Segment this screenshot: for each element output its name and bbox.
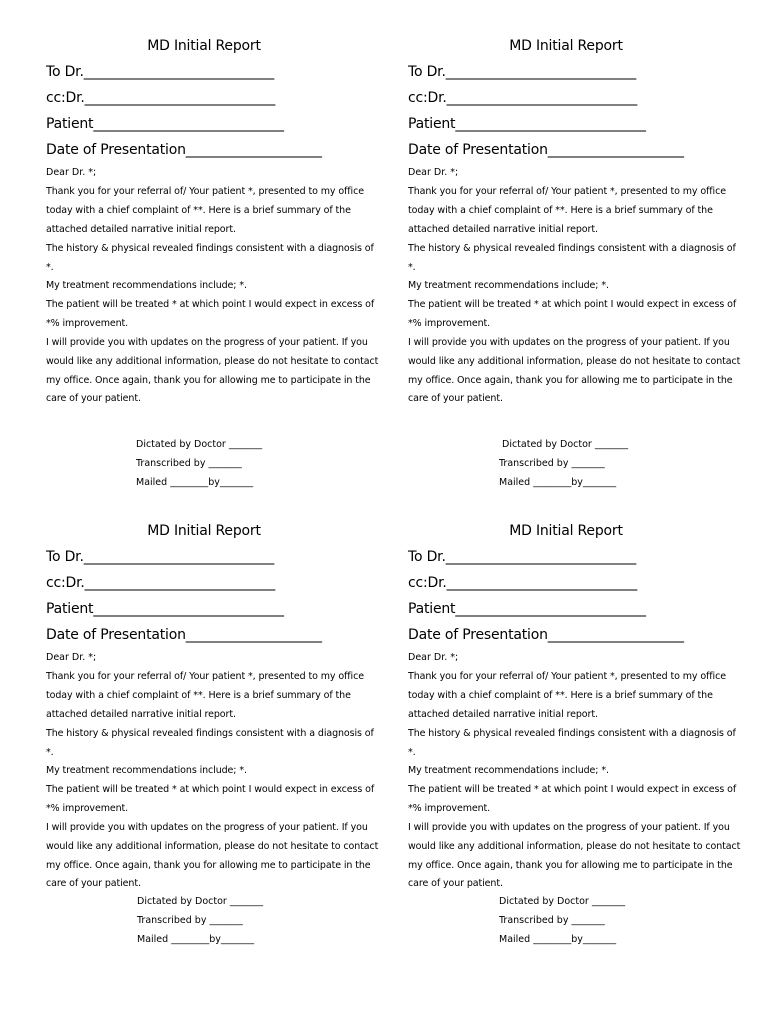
report-title: MD Initial Report xyxy=(147,38,261,54)
body-line: Thank you for your referral of/ Your patient *, presented to my office xyxy=(408,186,726,197)
body-line: today with a chief complaint of **. Here is a brief summary of the xyxy=(408,205,713,216)
body-line: my office. Once again, thank you for allowing me to participate in the xyxy=(408,860,733,871)
body-line: Thank you for your referral of/ Your patient *, presented to my office xyxy=(408,671,726,682)
body-line: would like any additional information, please do not hesitate to contact xyxy=(408,841,741,852)
transcribed-by-line: Transcribed by _______ xyxy=(136,458,242,469)
to-dr-field: To Dr.____________________________ xyxy=(408,64,637,80)
mailed-by-line: Mailed ________by_______ xyxy=(137,934,255,945)
mailed-by-line: Mailed ________by_______ xyxy=(499,477,617,488)
report-title: MD Initial Report xyxy=(509,38,623,54)
body-line: today with a chief complaint of **. Here is a brief summary of the xyxy=(46,690,351,701)
body-line: My treatment recommendations include; *. xyxy=(408,280,609,291)
body-line: today with a chief complaint of **. Here is a brief summary of the xyxy=(46,205,351,216)
body-line: my office. Once again, thank you for allowing me to participate in the xyxy=(46,860,371,871)
to-dr-field: To Dr.____________________________ xyxy=(46,549,275,565)
body-line: *. xyxy=(46,747,54,758)
body-line: today with a chief complaint of **. Here is a brief summary of the xyxy=(408,690,713,701)
dictated-by-line: Dictated by Doctor _______ xyxy=(499,896,626,907)
cc-dr-field: cc:Dr.____________________________ xyxy=(408,575,638,591)
date-field: Date of Presentation____________________ xyxy=(408,142,684,158)
body-line: *. xyxy=(408,262,416,273)
body-line: The history & physical revealed findings consistent with a diagnosis of xyxy=(46,243,374,254)
dictated-by-line: Dictated by Doctor _______ xyxy=(502,439,629,450)
report-title: MD Initial Report xyxy=(147,523,261,539)
body-line: my office. Once again, thank you for allowing me to participate in the xyxy=(408,375,733,386)
body-line: I will provide you with updates on the progress of your patient. If you xyxy=(46,337,368,348)
date-field: Date of Presentation____________________ xyxy=(46,627,322,643)
body-line: *% improvement. xyxy=(46,803,129,814)
transcribed-by-line: Transcribed by _______ xyxy=(137,915,243,926)
body-line: The patient will be treated * at which point I would expect in excess of xyxy=(46,299,375,310)
body-line: care of your patient. xyxy=(46,393,141,404)
patient-field: Patient____________________________ xyxy=(408,116,646,132)
body-line: care of your patient. xyxy=(408,393,503,404)
body-line: The history & physical revealed findings consistent with a diagnosis of xyxy=(408,243,736,254)
body-line: attached detailed narrative initial report. xyxy=(46,224,236,235)
body-line: My treatment recommendations include; *. xyxy=(46,280,247,291)
patient-field: Patient____________________________ xyxy=(46,601,284,617)
dictated-by-line: Dictated by Doctor _______ xyxy=(136,439,263,450)
cc-dr-field: cc:Dr.____________________________ xyxy=(408,90,638,106)
body-line: The patient will be treated * at which point I would expect in excess of xyxy=(408,784,737,795)
cc-dr-field: cc:Dr.____________________________ xyxy=(46,90,276,106)
body-line: I will provide you with updates on the progress of your patient. If you xyxy=(46,822,368,833)
mailed-by-line: Mailed ________by_______ xyxy=(136,477,254,488)
body-line: My treatment recommendations include; *. xyxy=(46,765,247,776)
salutation: Dear Dr. *; xyxy=(408,167,459,178)
body-line: attached detailed narrative initial report. xyxy=(46,709,236,720)
body-line: I will provide you with updates on the progress of your patient. If you xyxy=(408,337,730,348)
body-line: *% improvement. xyxy=(408,803,491,814)
transcribed-by-line: Transcribed by _______ xyxy=(499,458,605,469)
to-dr-field: To Dr.____________________________ xyxy=(408,549,637,565)
cc-dr-field: cc:Dr.____________________________ xyxy=(46,575,276,591)
transcribed-by-line: Transcribed by _______ xyxy=(499,915,605,926)
body-line: *% improvement. xyxy=(408,318,491,329)
body-line: would like any additional information, please do not hesitate to contact xyxy=(46,841,379,852)
body-line: my office. Once again, thank you for allowing me to participate in the xyxy=(46,375,371,386)
date-field: Date of Presentation____________________ xyxy=(408,627,684,643)
body-line: My treatment recommendations include; *. xyxy=(408,765,609,776)
salutation: Dear Dr. *; xyxy=(46,167,97,178)
body-line: care of your patient. xyxy=(408,878,503,889)
mailed-by-line: Mailed ________by_______ xyxy=(499,934,617,945)
body-line: *. xyxy=(46,262,54,273)
body-line: would like any additional information, please do not hesitate to contact xyxy=(408,356,741,367)
body-line: The patient will be treated * at which point I would expect in excess of xyxy=(408,299,737,310)
salutation: Dear Dr. *; xyxy=(408,652,459,663)
patient-field: Patient____________________________ xyxy=(408,601,646,617)
body-line: *. xyxy=(408,747,416,758)
date-field: Date of Presentation____________________ xyxy=(46,142,322,158)
to-dr-field: To Dr.____________________________ xyxy=(46,64,275,80)
body-line: Thank you for your referral of/ Your patient *, presented to my office xyxy=(46,671,364,682)
body-line: The history & physical revealed findings consistent with a diagnosis of xyxy=(46,728,374,739)
body-line: Thank you for your referral of/ Your patient *, presented to my office xyxy=(46,186,364,197)
body-line: attached detailed narrative initial report. xyxy=(408,709,598,720)
body-line: would like any additional information, please do not hesitate to contact xyxy=(46,356,379,367)
body-line: The history & physical revealed findings consistent with a diagnosis of xyxy=(408,728,736,739)
patient-field: Patient____________________________ xyxy=(46,116,284,132)
body-line: attached detailed narrative initial report. xyxy=(408,224,598,235)
body-line: The patient will be treated * at which point I would expect in excess of xyxy=(46,784,375,795)
body-line: care of your patient. xyxy=(46,878,141,889)
salutation: Dear Dr. *; xyxy=(46,652,97,663)
body-line: I will provide you with updates on the progress of your patient. If you xyxy=(408,822,730,833)
dictated-by-line: Dictated by Doctor _______ xyxy=(137,896,264,907)
report-title: MD Initial Report xyxy=(509,523,623,539)
body-line: *% improvement. xyxy=(46,318,129,329)
